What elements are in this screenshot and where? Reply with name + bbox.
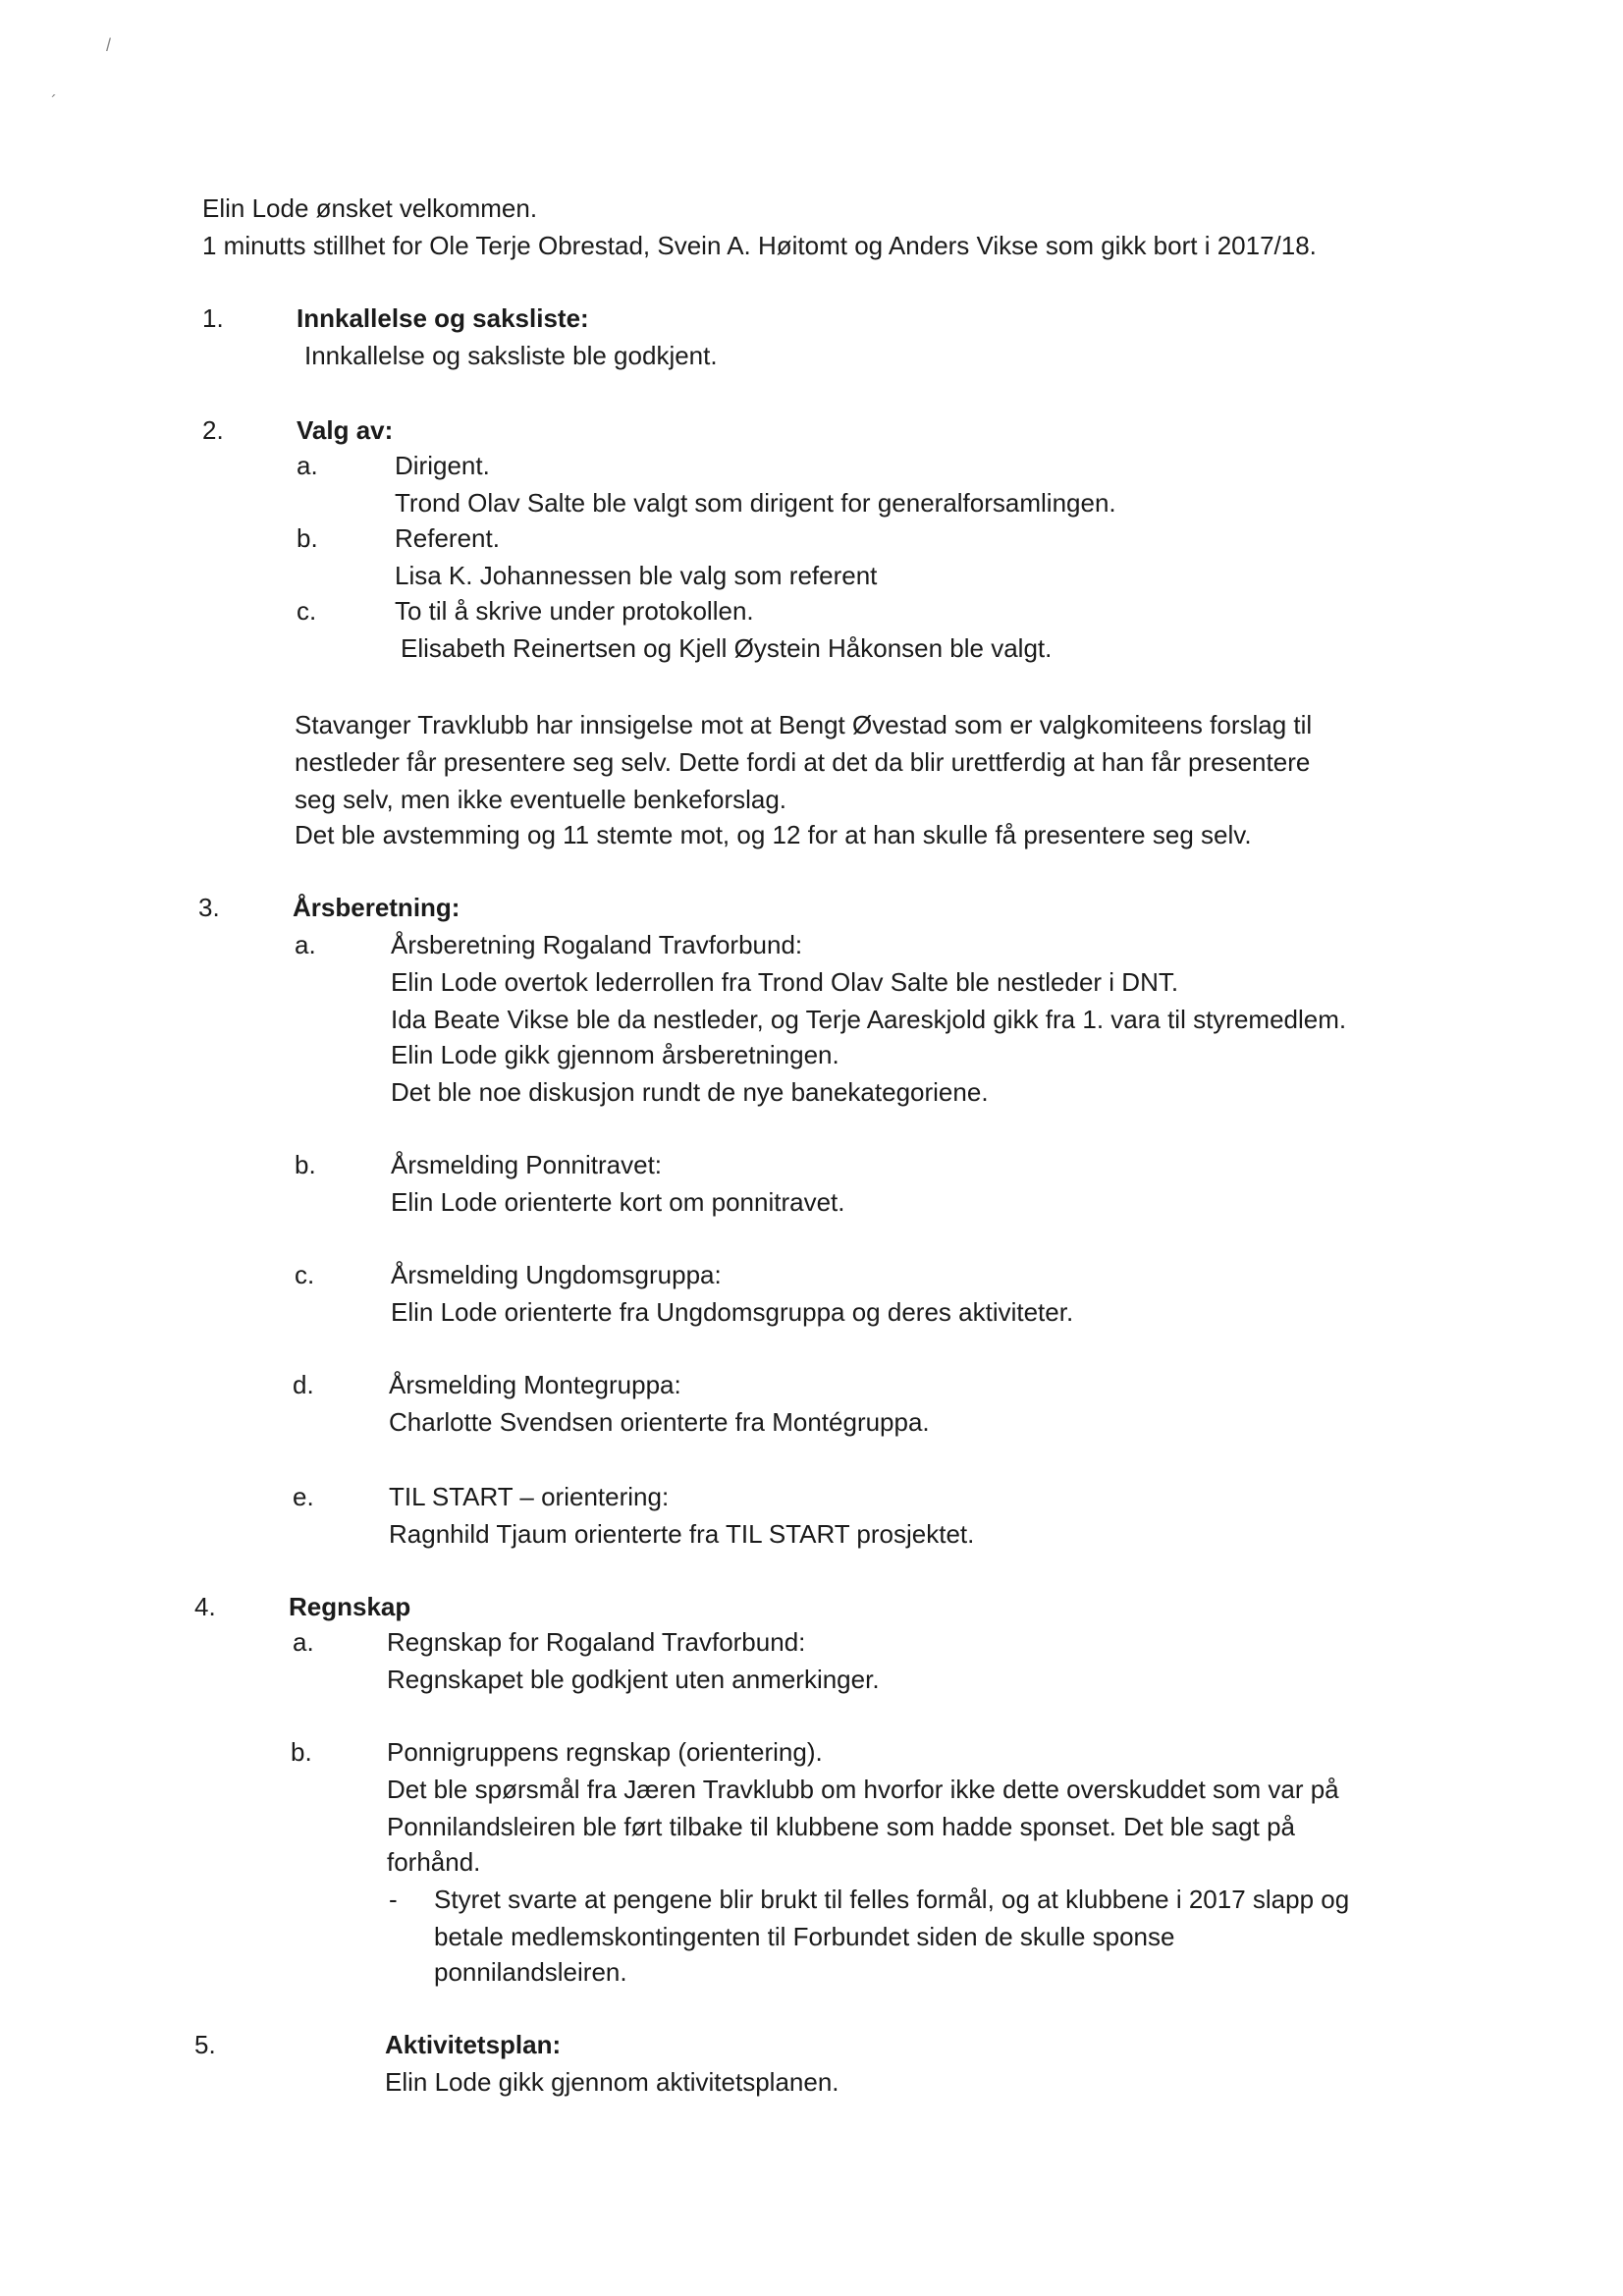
item-title: Aktivitetsplan:: [385, 2030, 562, 2059]
sub-text: Lisa K. Johannessen ble valg som referent: [395, 561, 878, 590]
sub-text: Det ble noe diskusjon rundt de nye banekategoriene.: [391, 1077, 989, 1107]
sub-text: forhånd.: [387, 1847, 481, 1877]
sub-label: Årsmelding Ponnitravet:: [391, 1150, 663, 1179]
sub-letter: c.: [295, 1260, 315, 1289]
sub-text: Elin Lode overtok lederrollen fra Trond Olav Salte ble nestleder i DNT.: [391, 967, 1179, 997]
sub-label: Årsberetning Rogaland Travforbund:: [391, 930, 803, 959]
item-text: Innkallelse og saksliste ble godkjent.: [304, 341, 718, 370]
bullet-text: Styret svarte at pengene blir brukt til felles formål, og at klubbene i 2017 slapp og: [434, 1885, 1350, 1914]
sub-text: Ida Beate Vikse ble da nestleder, og Terje Aareskjold gikk fra 1. vara til styremedlem.: [391, 1005, 1347, 1034]
sub-label: Årsmelding Montegruppa:: [389, 1370, 681, 1399]
paragraph-line: nestleder får presentere seg selv. Dette fordi at det da blir urettferdig at han får presentere: [295, 747, 1311, 777]
item-number: 1.: [202, 303, 224, 333]
bullet-text: ponnilandsleiren.: [434, 1957, 627, 1987]
sub-letter: a.: [295, 930, 316, 959]
sub-text: Elisabeth Reinertsen og Kjell Øystein Håkonsen ble valgt.: [401, 633, 1053, 663]
sub-letter: c.: [297, 596, 317, 626]
sub-letter: b.: [297, 523, 318, 553]
sub-letter: b.: [291, 1737, 312, 1767]
sub-letter: b.: [295, 1150, 316, 1179]
paragraph-line: Det ble avstemming og 11 stemte mot, og 12 for at han skulle få presentere seg selv.: [295, 820, 1252, 849]
sub-text: Trond Olav Salte ble valgt som dirigent for generalforsamlingen.: [395, 488, 1116, 518]
intro-line: Elin Lode ønsket velkommen.: [202, 193, 538, 223]
sub-text: Regnskapet ble godkjent uten anmerkinger.: [387, 1665, 880, 1694]
item-number: 5.: [194, 2030, 216, 2059]
sub-text: Elin Lode orienterte fra Ungdomsgruppa og deres aktiviteter.: [391, 1297, 1074, 1327]
item-number: 2.: [202, 415, 224, 445]
sub-label: Regnskap for Rogaland Travforbund:: [387, 1627, 806, 1657]
sub-label: Dirigent.: [395, 451, 490, 480]
intro-line: 1 minutts stillhet for Ole Terje Obrestad, Svein A. Høitomt og Anders Vikse som gikk bort i 2017/18.: [202, 231, 1317, 260]
bullet-dash: -: [389, 1885, 398, 1914]
item-title: Innkallelse og saksliste:: [297, 303, 589, 333]
sub-text: Det ble spørsmål fra Jæren Travklubb om hvorfor ikke dette overskuddet som var på: [387, 1775, 1339, 1804]
item-title: Valg av:: [297, 415, 394, 445]
sub-label: Referent.: [395, 523, 500, 553]
sub-text: Ragnhild Tjaum orienterte fra TIL START prosjektet.: [389, 1519, 975, 1549]
scan-mark: /: [106, 35, 112, 55]
scan-mark: ´: [51, 92, 57, 112]
sub-text: Elin Lode gikk gjennom årsberetningen.: [391, 1040, 839, 1069]
sub-label: Ponnigruppens regnskap (orientering).: [387, 1737, 823, 1767]
item-title: Årsberetning:: [293, 893, 460, 922]
sub-label: Årsmelding Ungdomsgruppa:: [391, 1260, 722, 1289]
sub-letter: e.: [293, 1482, 314, 1511]
item-number: 4.: [194, 1592, 216, 1621]
sub-label: To til å skrive under protokollen.: [395, 596, 754, 626]
sub-label: TIL START – orientering:: [389, 1482, 670, 1511]
item-number: 3.: [198, 893, 220, 922]
sub-text: Ponnilandsleiren ble ført tilbake til klubbene som hadde sponset. Det ble sagt på: [387, 1812, 1296, 1841]
bullet-text: betale medlemskontingenten til Forbundet siden de skulle sponse: [434, 1922, 1175, 1951]
sub-letter: a.: [293, 1627, 314, 1657]
item-title: Regnskap: [289, 1592, 411, 1621]
paragraph-line: seg selv, men ikke eventuelle benkeforslag.: [295, 785, 787, 814]
sub-text: Elin Lode orienterte kort om ponnitravet.: [391, 1187, 845, 1217]
sub-text: Charlotte Svendsen orienterte fra Montégruppa.: [389, 1407, 930, 1437]
paragraph-line: Stavanger Travklubb har innsigelse mot at Bengt Øvestad som er valgkomiteens forslag til: [295, 710, 1313, 739]
sub-letter: d.: [293, 1370, 314, 1399]
item-text: Elin Lode gikk gjennom aktivitetsplanen.: [385, 2067, 839, 2097]
sub-letter: a.: [297, 451, 318, 480]
